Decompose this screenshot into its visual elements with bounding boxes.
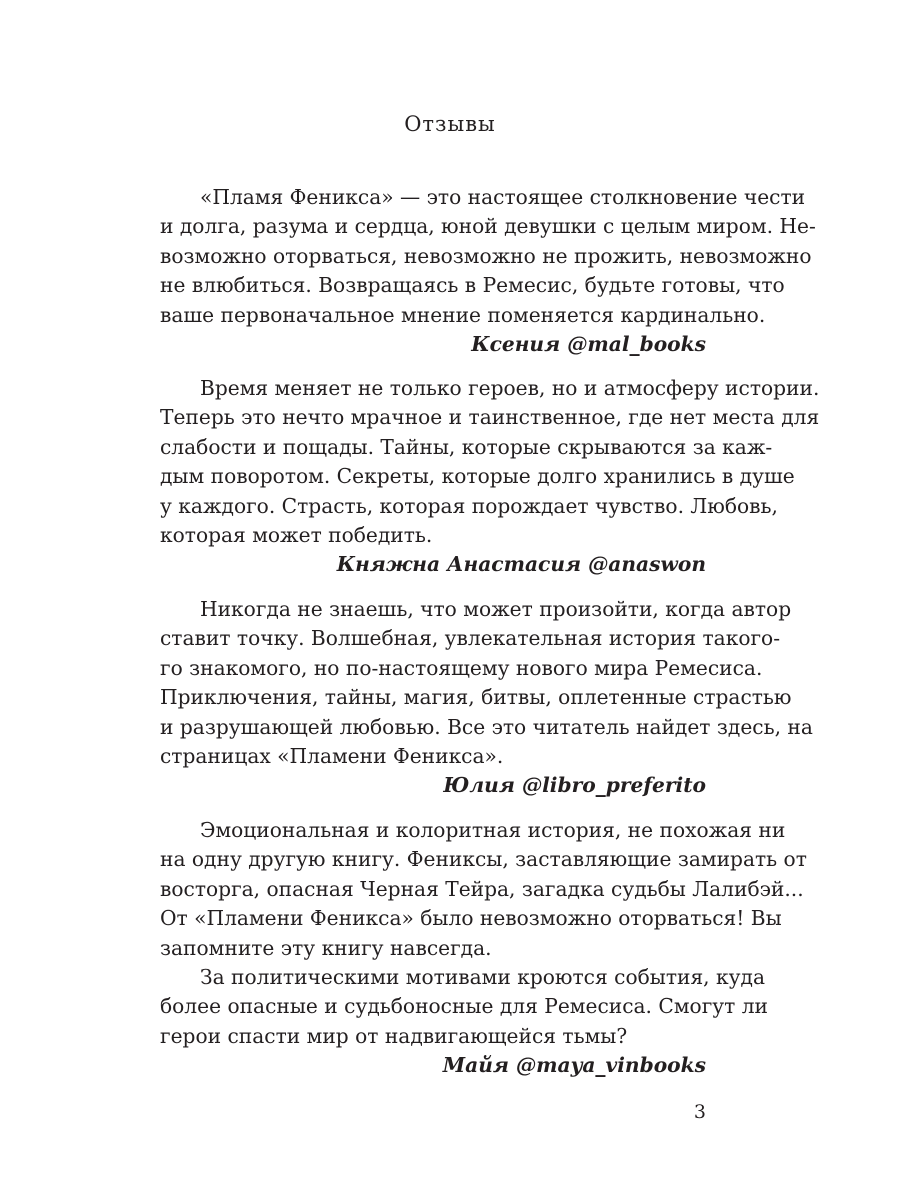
review-signature: Юлия @libro_preferito — [443, 773, 706, 798]
page-title: Отзывы — [404, 112, 496, 136]
review-4 — [160, 816, 807, 1081]
text-line: Эмоциональная и колоритная история, не похожая ни — [200, 818, 786, 842]
text-line: За политическими мотивами кроются события, куда — [200, 965, 765, 990]
text-line: ваше первоначальное мнение поменяется кардинально. — [160, 302, 766, 327]
text-line: Время меняет не только героев, но и атмосферу истории. — [200, 376, 820, 400]
text-line: Никогда не знаешь, что может произойти, когда автор — [200, 597, 792, 621]
review-text — [160, 374, 820, 550]
text-line: го знакомого, но по-настоящему нового мира Ремесиса. — [160, 655, 763, 680]
text-line: герои спасти мир от надвигающейся тьмы? — [160, 1023, 628, 1048]
text-line: От «Пламени Феникса» было невозможно оторваться! Вы — [160, 906, 782, 931]
review-text — [160, 816, 807, 963]
review-signature: Майя @maya_vinbooks — [442, 1053, 706, 1078]
page-number: 3 — [693, 1101, 706, 1123]
text-line: более опасные и судьбоносные для Ремесиса. Смогут ли — [160, 994, 769, 1019]
review-2 — [160, 374, 820, 580]
review-text — [160, 963, 769, 1051]
text-line: ставит точку. Волшебная, увлекательная история такого- — [160, 626, 781, 651]
text-line: запомните эту книгу навсегда. — [160, 935, 492, 960]
text-line: и разрушающей любовью. Все это читатель найдет здесь, на — [160, 714, 813, 739]
review-3 — [160, 595, 813, 801]
text-line: восторга, опасная Черная Тейра, загадка судьбы Лалибэй... — [160, 876, 804, 901]
text-line: слабости и пощады. Тайны, которые скрываются за каж- — [160, 434, 773, 459]
review-text — [160, 595, 813, 771]
review-text — [160, 183, 816, 330]
review-signature: Ксения @mal_books — [471, 332, 706, 357]
review-signature: Княжна Анастасия @anaswon — [336, 552, 706, 577]
text-line: возможно оторваться, невозможно не прожить, невозможно — [160, 243, 812, 268]
review-1 — [160, 183, 816, 359]
text-line: дым поворотом. Секреты, которые долго хранились в душе — [160, 464, 795, 489]
text-line: Теперь это нечто мрачное и таинственное, где нет места для — [160, 405, 820, 430]
text-line: и долга, разума и сердца, юной девушки с целым миром. Не- — [160, 214, 816, 239]
text-line: которая может победить. — [160, 523, 433, 548]
text-line: Приключения, тайны, магия, битвы, оплетенные страстью — [160, 685, 792, 710]
text-line: не влюбиться. Возвращаясь в Ремесис, будьте готовы, что — [160, 273, 785, 298]
text-line: «Пламя Феникса» — это настоящее столкновение чести — [200, 185, 806, 209]
text-line: у каждого. Страсть, которая порождает чувство. Любовь, — [160, 493, 778, 518]
text-line: на одну другую книгу. Фениксы, заставляющие замирать от — [160, 847, 807, 872]
text-line: страницах «Пламени Феникса». — [160, 744, 504, 769]
